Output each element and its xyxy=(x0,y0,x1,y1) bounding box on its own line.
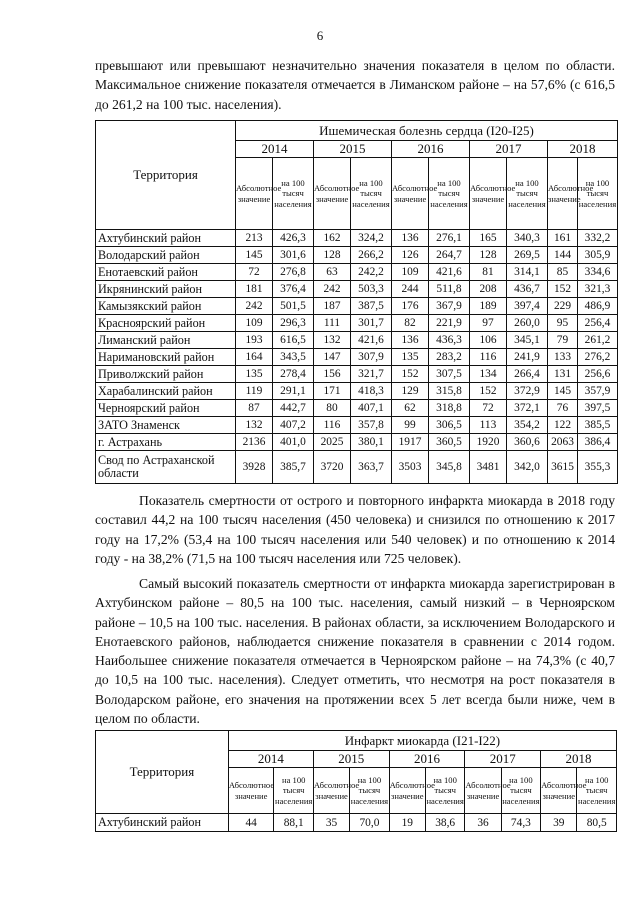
rate-per-100k-header: на 100 тысяч населения xyxy=(429,158,470,230)
rate-value-cell: 276,2 xyxy=(578,349,618,366)
absolute-value-cell: 244 xyxy=(392,281,429,298)
rate-value-cell: 385,7 xyxy=(273,451,314,484)
absolute-value-cell: 171 xyxy=(314,383,351,400)
absolute-value-cell: 3481 xyxy=(470,451,507,484)
rate-value-cell: 380,1 xyxy=(351,434,392,451)
absolute-value-cell: 2136 xyxy=(236,434,273,451)
territory-cell: Ахтубинский район xyxy=(96,814,229,832)
rate-value-cell: 345,8 xyxy=(429,451,470,484)
absolute-value-cell: 85 xyxy=(548,264,578,281)
table-row xyxy=(96,814,617,832)
rate-value-cell: 306,5 xyxy=(429,417,470,434)
absolute-value-cell: 152 xyxy=(548,281,578,298)
rate-value-cell: 283,2 xyxy=(429,349,470,366)
rate-value-cell: 278,4 xyxy=(273,366,314,383)
absolute-value-cell: 79 xyxy=(548,332,578,349)
year-header: 2015 xyxy=(313,751,389,768)
rate-per-100k-header: на 100 тысяч населения xyxy=(425,768,464,814)
absolute-value-cell: 213 xyxy=(236,230,273,247)
table-caption: Инфаркт миокарда (I21-I22) xyxy=(228,731,616,751)
rate-value-cell: 387,5 xyxy=(351,298,392,315)
absolute-value-cell: 81 xyxy=(470,264,507,281)
rate-value-cell: 260,0 xyxy=(507,315,548,332)
absolute-value-cell: 131 xyxy=(548,366,578,383)
rate-value-cell: 360,6 xyxy=(507,434,548,451)
ischemic-heart-disease-table xyxy=(95,120,618,484)
year-header: 2018 xyxy=(548,141,618,158)
rate-value-cell: 321,3 xyxy=(578,281,618,298)
table-row xyxy=(96,383,618,400)
absolute-value-cell: 109 xyxy=(392,264,429,281)
absolute-value-header: Абсолютное значение xyxy=(313,768,349,814)
absolute-value-header: Абсолютное значение xyxy=(548,158,578,230)
territory-cell: Ахтубинский район xyxy=(96,230,236,247)
absolute-value-cell: 1917 xyxy=(392,434,429,451)
rate-value-cell: 357,8 xyxy=(351,417,392,434)
territory-cell: Камызякский район xyxy=(96,298,236,315)
absolute-value-cell: 3928 xyxy=(236,451,273,484)
table-row xyxy=(96,366,618,383)
absolute-value-cell: 129 xyxy=(392,383,429,400)
rate-value-cell: 386,4 xyxy=(578,434,618,451)
rate-value-cell: 324,2 xyxy=(351,230,392,247)
absolute-value-cell: 63 xyxy=(314,264,351,281)
absolute-value-cell: 1920 xyxy=(470,434,507,451)
rate-value-cell: 276,1 xyxy=(429,230,470,247)
absolute-value-cell: 162 xyxy=(314,230,351,247)
absolute-value-cell: 119 xyxy=(236,383,273,400)
rate-value-cell: 266,4 xyxy=(507,366,548,383)
absolute-value-cell: 134 xyxy=(470,366,507,383)
territory-cell: Енотаевский район xyxy=(96,264,236,281)
rate-value-cell: 321,7 xyxy=(351,366,392,383)
rate-value-cell: 486,9 xyxy=(578,298,618,315)
absolute-value-cell: 122 xyxy=(548,417,578,434)
absolute-value-cell: 136 xyxy=(392,332,429,349)
paragraph-infarction-regions: Самый высокий показатель смертности от инфаркта миокарда зарегистрирован в Ахтубинском районе – 80,5 на 100 тыс. населения, самый низкий – в Черноярском районе – 10,5 на 100 тыс. населения. В районах области, за исключением Володарского и Енотаевского районов, наблюдается снижение показателя в сравнении с 2014 годом. Наибольшее снижение показателя отмечается в Черноярском районе – на 74,3% (с 40,7 до 10,5 на 100 тыс. населения). Следует отметить, что несмотря на рост показателя в Володарском районе, его значения на протяжении всех 5 лет всегда были ниже, чем в целом по области. xyxy=(95,576,615,727)
absolute-value-cell: 242 xyxy=(236,298,273,315)
rate-per-100k-header: на 100 тысяч населения xyxy=(501,768,540,814)
rate-value-cell: 357,9 xyxy=(578,383,618,400)
rate-value-cell: 334,6 xyxy=(578,264,618,281)
rate-value-cell: 385,5 xyxy=(578,417,618,434)
table-row xyxy=(96,434,618,451)
absolute-value-cell: 156 xyxy=(314,366,351,383)
absolute-value-header: Абсолютное значение xyxy=(228,768,274,814)
territory-cell: Икрянинский район xyxy=(96,281,236,298)
rate-value-cell: 376,4 xyxy=(273,281,314,298)
absolute-value-cell: 111 xyxy=(314,315,351,332)
absolute-value-cell: 3503 xyxy=(392,451,429,484)
rate-value-cell: 266,2 xyxy=(351,247,392,264)
rate-value-cell: 436,7 xyxy=(507,281,548,298)
absolute-value-cell: 128 xyxy=(314,247,351,264)
rate-value-cell: 397,5 xyxy=(578,400,618,417)
rate-value-cell: 256,4 xyxy=(578,315,618,332)
rate-value-cell: 372,1 xyxy=(507,400,548,417)
absolute-value-cell: 3720 xyxy=(314,451,351,484)
absolute-value-header: Абсолютное значение xyxy=(541,768,577,814)
rate-value-cell: 355,3 xyxy=(578,451,618,484)
rate-per-100k-header: на 100 тысяч населения xyxy=(274,768,313,814)
rate-value-cell: 332,2 xyxy=(578,230,618,247)
territory-cell: Черноярский район xyxy=(96,400,236,417)
rate-value-cell: 372,9 xyxy=(507,383,548,400)
rate-value-cell: 74,3 xyxy=(501,814,540,832)
territory-cell: Свод по Астраханской области xyxy=(96,451,236,484)
paragraph-infarction-summary: Показатель смертности от острого и повторного инфаркта миокарда в 2018 году составил 44,2 на 100 тысяч населения (450 человека) и снизился по отношению к 2017 году на 17,2% (53,4 на 100 тысяч населения или 540 человек) и по отношению к 2014 году - на 38,2% (71,5 на 100 тысяч населения или 725 человек). xyxy=(95,493,615,566)
absolute-value-cell: 145 xyxy=(236,247,273,264)
absolute-value-cell: 87 xyxy=(236,400,273,417)
rate-value-cell: 401,0 xyxy=(273,434,314,451)
absolute-value-cell: 242 xyxy=(314,281,351,298)
year-header: 2017 xyxy=(470,141,548,158)
absolute-value-header: Абсолютное значение xyxy=(470,158,507,230)
rate-value-cell: 407,1 xyxy=(351,400,392,417)
absolute-value-cell: 229 xyxy=(548,298,578,315)
absolute-value-cell: 132 xyxy=(314,332,351,349)
absolute-value-cell: 97 xyxy=(470,315,507,332)
absolute-value-cell: 72 xyxy=(236,264,273,281)
table-row xyxy=(96,298,618,315)
absolute-value-cell: 62 xyxy=(392,400,429,417)
absolute-value-cell: 76 xyxy=(548,400,578,417)
absolute-value-cell: 35 xyxy=(313,814,349,832)
absolute-value-cell: 187 xyxy=(314,298,351,315)
absolute-value-cell: 147 xyxy=(314,349,351,366)
absolute-value-cell: 128 xyxy=(470,247,507,264)
absolute-value-header: Абсолютное значение xyxy=(236,158,273,230)
rate-value-cell: 367,9 xyxy=(429,298,470,315)
absolute-value-cell: 116 xyxy=(470,349,507,366)
absolute-value-cell: 176 xyxy=(392,298,429,315)
absolute-value-cell: 19 xyxy=(389,814,425,832)
territory-header: Территория xyxy=(96,731,229,814)
table-row xyxy=(96,400,618,417)
rate-per-100k-header: на 100 тысяч населения xyxy=(577,768,617,814)
territory-cell: Володарский район xyxy=(96,247,236,264)
rate-value-cell: 340,3 xyxy=(507,230,548,247)
absolute-value-cell: 132 xyxy=(236,417,273,434)
absolute-value-cell: 181 xyxy=(236,281,273,298)
rate-value-cell: 296,3 xyxy=(273,315,314,332)
year-header: 2014 xyxy=(236,141,314,158)
rate-value-cell: 241,9 xyxy=(507,349,548,366)
rate-value-cell: 343,5 xyxy=(273,349,314,366)
absolute-value-cell: 164 xyxy=(236,349,273,366)
absolute-value-cell: 2063 xyxy=(548,434,578,451)
rate-value-cell: 616,5 xyxy=(273,332,314,349)
table-row xyxy=(96,247,618,264)
absolute-value-cell: 193 xyxy=(236,332,273,349)
rate-value-cell: 305,9 xyxy=(578,247,618,264)
absolute-value-cell: 72 xyxy=(470,400,507,417)
absolute-value-cell: 109 xyxy=(236,315,273,332)
rate-value-cell: 318,8 xyxy=(429,400,470,417)
territory-header: Территория xyxy=(96,121,236,230)
absolute-value-cell: 136 xyxy=(392,230,429,247)
absolute-value-cell: 208 xyxy=(470,281,507,298)
rate-value-cell: 264,7 xyxy=(429,247,470,264)
territory-cell: г. Астрахань xyxy=(96,434,236,451)
absolute-value-cell: 152 xyxy=(470,383,507,400)
rate-value-cell: 261,2 xyxy=(578,332,618,349)
rate-value-cell: 242,2 xyxy=(351,264,392,281)
territory-cell: Красноярский район xyxy=(96,315,236,332)
rate-value-cell: 276,8 xyxy=(273,264,314,281)
absolute-value-cell: 189 xyxy=(470,298,507,315)
rate-value-cell: 511,8 xyxy=(429,281,470,298)
absolute-value-cell: 144 xyxy=(548,247,578,264)
territory-cell: Наримановский район xyxy=(96,349,236,366)
absolute-value-header: Абсолютное значение xyxy=(392,158,429,230)
absolute-value-cell: 99 xyxy=(392,417,429,434)
rate-value-cell: 301,7 xyxy=(351,315,392,332)
table-row xyxy=(96,332,618,349)
intro-paragraph: превышают или превышают незначительно значения показателя в целом по области. Максимальное снижение показателя отмечается в Лиманском районе – на 57,6% (с 616,5 до 261,2 на 100 тыс. населения). xyxy=(95,58,615,112)
rate-value-cell: 503,3 xyxy=(351,281,392,298)
rate-value-cell: 426,3 xyxy=(273,230,314,247)
rate-value-cell: 354,2 xyxy=(507,417,548,434)
rate-value-cell: 88,1 xyxy=(274,814,313,832)
absolute-value-cell: 133 xyxy=(548,349,578,366)
rate-value-cell: 269,5 xyxy=(507,247,548,264)
rate-value-cell: 221,9 xyxy=(429,315,470,332)
year-header: 2016 xyxy=(389,751,465,768)
year-header: 2014 xyxy=(228,751,313,768)
absolute-value-header: Абсолютное значение xyxy=(389,768,425,814)
rate-value-cell: 345,1 xyxy=(507,332,548,349)
absolute-value-cell: 39 xyxy=(541,814,577,832)
rate-per-100k-header: на 100 тысяч населения xyxy=(350,768,389,814)
absolute-value-cell: 82 xyxy=(392,315,429,332)
rate-value-cell: 421,6 xyxy=(429,264,470,281)
year-header: 2017 xyxy=(465,751,541,768)
absolute-value-cell: 3615 xyxy=(548,451,578,484)
rate-value-cell: 501,5 xyxy=(273,298,314,315)
table-row xyxy=(96,281,618,298)
table-row xyxy=(96,417,618,434)
territory-cell: ЗАТО Знаменск xyxy=(96,417,236,434)
rate-value-cell: 80,5 xyxy=(577,814,617,832)
rate-value-cell: 256,6 xyxy=(578,366,618,383)
rate-per-100k-header: на 100 тысяч населения xyxy=(507,158,548,230)
absolute-value-cell: 113 xyxy=(470,417,507,434)
rate-per-100k-header: на 100 тысяч населения xyxy=(351,158,392,230)
rate-value-cell: 314,1 xyxy=(507,264,548,281)
territory-cell: Приволжский район xyxy=(96,366,236,383)
absolute-value-cell: 106 xyxy=(470,332,507,349)
rate-value-cell: 291,1 xyxy=(273,383,314,400)
table-row xyxy=(96,315,618,332)
rate-value-cell: 342,0 xyxy=(507,451,548,484)
rate-value-cell: 436,3 xyxy=(429,332,470,349)
rate-value-cell: 70,0 xyxy=(350,814,389,832)
rate-value-cell: 315,8 xyxy=(429,383,470,400)
absolute-value-cell: 44 xyxy=(228,814,274,832)
rate-value-cell: 363,7 xyxy=(351,451,392,484)
table-row xyxy=(96,230,618,247)
rate-value-cell: 360,5 xyxy=(429,434,470,451)
year-header: 2016 xyxy=(392,141,470,158)
territory-cell: Харабалинский район xyxy=(96,383,236,400)
absolute-value-cell: 36 xyxy=(465,814,501,832)
table-caption: Ишемическая болезнь сердца (I20-I25) xyxy=(236,121,618,141)
rate-value-cell: 421,6 xyxy=(351,332,392,349)
rate-value-cell: 397,4 xyxy=(507,298,548,315)
absolute-value-header: Абсолютное значение xyxy=(314,158,351,230)
year-header: 2015 xyxy=(314,141,392,158)
rate-value-cell: 301,6 xyxy=(273,247,314,264)
absolute-value-cell: 126 xyxy=(392,247,429,264)
absolute-value-cell: 161 xyxy=(548,230,578,247)
absolute-value-cell: 145 xyxy=(548,383,578,400)
rate-value-cell: 38,6 xyxy=(425,814,464,832)
myocardial-infarction-table xyxy=(95,730,617,832)
rate-value-cell: 407,2 xyxy=(273,417,314,434)
absolute-value-cell: 116 xyxy=(314,417,351,434)
rate-per-100k-header: на 100 тысяч населения xyxy=(273,158,314,230)
table-row xyxy=(96,451,618,484)
rate-value-cell: 307,5 xyxy=(429,366,470,383)
absolute-value-cell: 165 xyxy=(470,230,507,247)
absolute-value-cell: 80 xyxy=(314,400,351,417)
absolute-value-cell: 135 xyxy=(392,349,429,366)
territory-cell: Лиманский район xyxy=(96,332,236,349)
page-number: 6 xyxy=(316,28,324,43)
absolute-value-cell: 135 xyxy=(236,366,273,383)
rate-per-100k-header: на 100 тысяч населения xyxy=(578,158,618,230)
absolute-value-cell: 2025 xyxy=(314,434,351,451)
absolute-value-cell: 152 xyxy=(392,366,429,383)
rate-value-cell: 442,7 xyxy=(273,400,314,417)
year-header: 2018 xyxy=(541,751,617,768)
table-row xyxy=(96,264,618,281)
rate-value-cell: 307,9 xyxy=(351,349,392,366)
absolute-value-cell: 95 xyxy=(548,315,578,332)
table-row xyxy=(96,349,618,366)
rate-value-cell: 418,3 xyxy=(351,383,392,400)
absolute-value-header: Абсолютное значение xyxy=(465,768,501,814)
